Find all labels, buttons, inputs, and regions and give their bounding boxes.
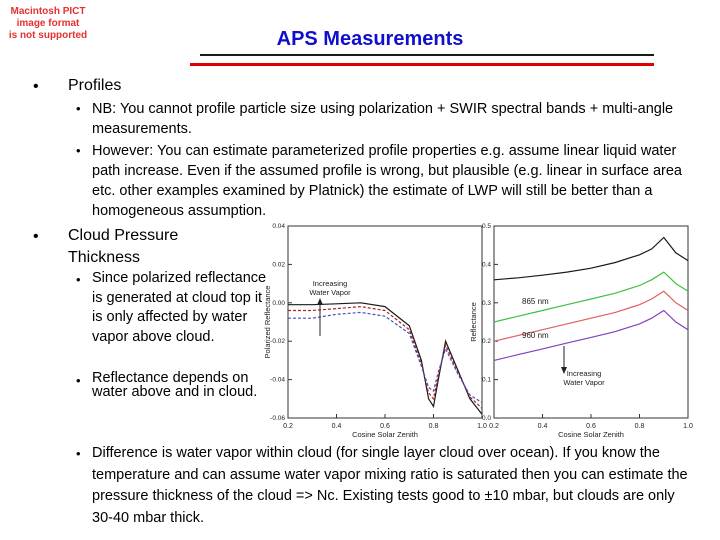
annotation-inc-line2: Water Vapor: [563, 378, 605, 387]
sub-dot-1: •: [76, 101, 81, 116]
bullet-cloud-line1: Cloud Pressure: [68, 227, 179, 244]
sub-dot-4: •: [76, 373, 81, 388]
y-tick-label: 0.2: [481, 338, 491, 346]
annotation-line1: Increasing: [312, 279, 348, 288]
annotation-inc-line1: Increasing: [566, 369, 602, 378]
chart-frame: [494, 226, 688, 418]
y-tick-label: 0.3: [481, 299, 491, 307]
annotation-960nm: 960 nm: [522, 331, 549, 340]
profiles-sub1: NB: You cannot profile particle size using polarization + SWIR spectral bands + multi-angle measurements.: [92, 101, 674, 137]
y-tick-label: 0.4: [481, 261, 491, 269]
y-tick-label: 0.1: [481, 376, 491, 384]
x-tick-label: 0.2: [489, 423, 499, 430]
sub-dot-2: •: [76, 143, 81, 158]
y-tick-label: 0.0: [481, 415, 491, 422]
cloud-sub2: Reflectance depends on water above and in cloud.: [92, 370, 258, 400]
x-tick-label: 0.8: [428, 423, 439, 430]
y-axis-label: Reflectance: [469, 302, 478, 342]
bullet-cloud-line2: Thickness: [68, 249, 141, 266]
y-axis-label: Polarized Reflectance: [263, 285, 272, 359]
profiles-sub2: However: You can estimate parameterized profile properties e.g. assume linear liquid water path increase. Even if the assumed profile is wrong, but plausible (e.g. linear in surface area etc. other examples examined by Platnick) the estimate of LWP will still be better than a homogeneous assumption.: [92, 143, 682, 219]
x-tick-label: 0.6: [380, 423, 390, 430]
series-line-865-nm: [494, 238, 688, 280]
x-tick-label: 1.0: [683, 423, 693, 430]
x-tick-label: 0.4: [537, 423, 548, 430]
x-tick-label: 1.0: [477, 423, 487, 430]
y-tick-label: 0.04: [272, 223, 285, 230]
bullet-dot-cloud: •: [33, 228, 39, 245]
x-tick-label: 0.4: [331, 423, 342, 430]
pict-line-2: image format: [16, 18, 80, 29]
bullet-profiles: Profiles: [68, 77, 122, 94]
annotation-865nm: 865 nm: [522, 297, 549, 306]
sub-dot-3: •: [76, 272, 81, 287]
annotation-arrow-head: [317, 298, 323, 305]
y-tick-label: 0.00: [272, 299, 285, 307]
annotation-line2: Water Vapor: [309, 288, 351, 297]
y-tick-label: 0.02: [272, 261, 285, 269]
cloud-sub3: Difference is water vapor within cloud (for single layer cloud over ocean). If you know the temperature and can assume water vapor mixing ratio is saturated then you can estimate the pressure thickness of the cloud => Nc. Existing tests good to ±10 mbar, but clouds are only 30-40 mbar thick.: [92, 445, 688, 526]
y-tick-label: -0.06: [270, 415, 285, 422]
sub-dot-5: •: [76, 446, 81, 461]
y-tick-label: -0.04: [270, 376, 285, 384]
x-axis-label: Cosine Solar Zenith: [558, 430, 624, 439]
chart-frame: [288, 226, 482, 418]
bullet-dot-profiles: •: [33, 78, 39, 95]
x-tick-label: 0.6: [586, 423, 596, 430]
pict-line-1: Macintosh PICT: [10, 6, 86, 17]
y-tick-label: -0.02: [270, 338, 285, 346]
pict-line-3: is not supported: [8, 30, 88, 41]
x-tick-label: 0.8: [634, 423, 645, 430]
y-tick-label: 0.5: [481, 223, 491, 230]
cloud-sub1: Since polarized reflectance is generated at cloud top it is only affected by water vapor above cloud.: [92, 270, 267, 345]
slide-title: APS Measurements: [276, 28, 464, 50]
x-axis-label: Cosine Solar Zenith: [352, 430, 418, 439]
x-tick-label: 0.2: [283, 423, 293, 430]
series-line-dry: [288, 303, 482, 414]
